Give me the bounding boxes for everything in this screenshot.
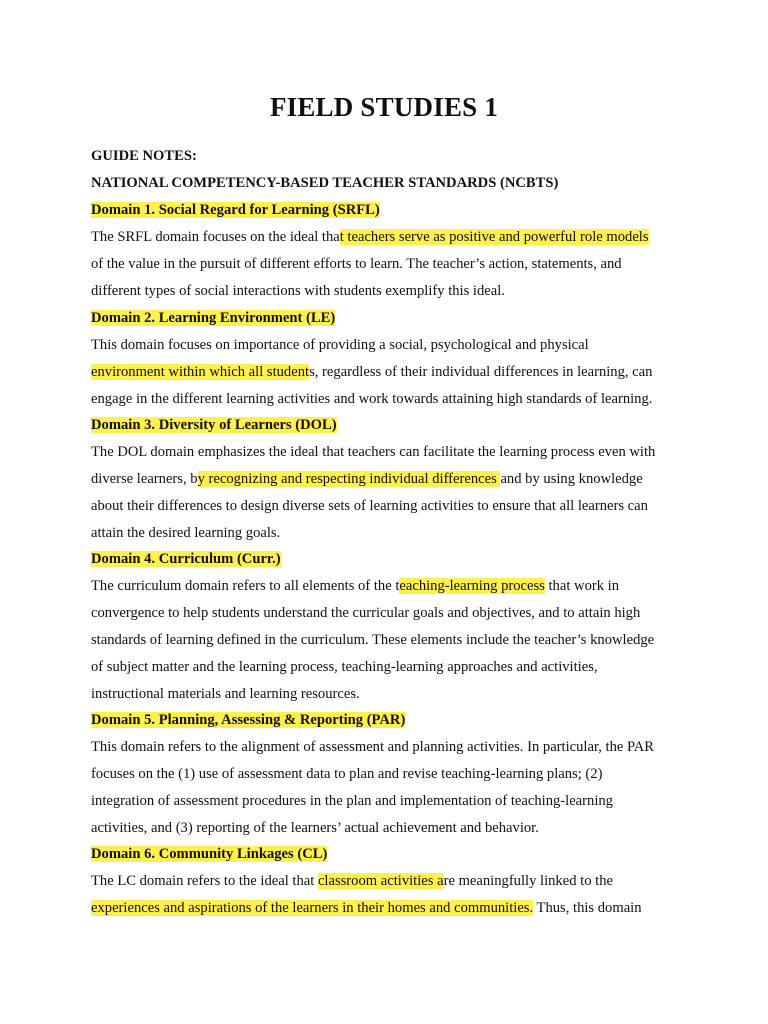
paragraph-line <box>91 335 589 355</box>
highlighted-text: t teachers serve as positive and powerful role models <box>339 229 649 245</box>
text-segment: re meaningfully linked to the <box>443 873 613 889</box>
standards-subtitle: NATIONAL COMPETENCY-BASED TEACHER STANDARDS (NCBTS) <box>91 175 559 191</box>
domain-6-heading: Domain 6. Community Linkages (CL) <box>91 846 328 862</box>
text-segment: This domain focuses on importance of providing a social, psychological and physical <box>91 337 589 353</box>
paragraph-line <box>91 281 505 301</box>
paragraph-line <box>91 254 622 274</box>
paragraph-line <box>91 603 640 623</box>
text-segment: focuses on the (1) use of assessment data to plan and revise teaching-learning plans; (2) <box>91 766 603 782</box>
text-segment: s, regardless of their individual differences in learning, can <box>309 364 653 380</box>
text-segment: of the value in the pursuit of different efforts to learn. The teacher’s action, statements, and <box>91 256 622 272</box>
paragraph-line <box>91 523 280 543</box>
text-segment: instructional materials and learning resources. <box>91 686 360 702</box>
paragraph-line <box>91 737 654 757</box>
paragraph-line <box>91 576 619 596</box>
text-segment: and by using knowledge <box>500 471 643 487</box>
text-segment: convergence to help students understand the curricular goals and objectives, and to attain high <box>91 605 641 621</box>
paragraph-line <box>91 684 360 704</box>
highlighted-text: experiences and aspirations of the learners in their homes and communities. <box>91 900 534 916</box>
paragraph-line <box>91 469 643 489</box>
highlighted-text: environment within which all student <box>91 364 310 380</box>
paragraph-line <box>91 496 648 516</box>
paragraph-line <box>91 818 539 838</box>
paragraph-line <box>91 764 602 784</box>
text-segment: integration of assessment procedures in the plan and implementation of teaching-learning <box>91 793 613 809</box>
domain-4-heading: Domain 4. Curriculum (Curr.) <box>91 551 281 567</box>
domain-heading <box>91 415 337 435</box>
highlighted-text: eaching-learning process <box>399 578 545 594</box>
domain-heading <box>91 200 380 220</box>
text-segment: diverse learners, b <box>91 471 198 487</box>
domain-5-heading: Domain 5. Planning, Assessing & Reporting (PAR) <box>91 712 406 728</box>
text-segment: about their differences to design diverse sets of learning activities to ensure that all learners can <box>91 498 648 514</box>
text-segment: The SRFL domain focuses on the ideal tha <box>91 229 340 245</box>
paragraph-line <box>91 657 598 677</box>
domain-2-heading: Domain 2. Learning Environment (LE) <box>91 310 336 326</box>
paragraph-line <box>91 898 642 918</box>
text-segment: attain the desired learning goals. <box>91 525 281 541</box>
domain-heading <box>91 844 327 864</box>
domain-3-heading: Domain 3. Diversity of Learners (DOL) <box>91 417 337 433</box>
text-segment: activities, and (3) reporting of the learners’ actual achievement and behavior. <box>91 820 539 836</box>
paragraph-line <box>91 227 649 247</box>
domain-heading <box>91 549 281 569</box>
paragraph-line <box>91 362 652 382</box>
text-segment: Thus, this domain <box>533 900 642 916</box>
text-segment: engage in the different learning activities and work towards attaining high standards of learning. <box>91 391 653 407</box>
domain-heading <box>91 308 335 328</box>
highlighted-text: y recognizing and respecting individual differences <box>197 471 501 487</box>
highlighted-text: classroom activities a <box>317 873 444 889</box>
text-segment: standards of learning defined in the curriculum. These elements include the teacher’s knowledge <box>91 632 655 648</box>
domain-1-heading: Domain 1. Social Regard for Learning (SRFL) <box>91 202 380 218</box>
text-segment: different types of social interactions with students exemplify this ideal. <box>91 283 505 299</box>
paragraph-line <box>91 442 655 462</box>
text-segment: The LC domain refers to the ideal that <box>91 873 318 889</box>
text-segment: The curriculum domain refers to all elements of the t <box>91 578 400 594</box>
page-title: FIELD STUDIES 1 <box>269 92 499 122</box>
text-segment: that work in <box>544 578 620 594</box>
text-segment: The DOL domain emphasizes the ideal that teachers can facilitate the learning process even with <box>91 444 656 460</box>
paragraph-line <box>91 791 613 811</box>
domain-heading <box>91 710 405 730</box>
paragraph-line <box>91 389 652 409</box>
text-segment: of subject matter and the learning process, teaching-learning approaches and activities, <box>91 659 598 675</box>
guide-notes-label: GUIDE NOTES: <box>91 148 197 164</box>
text-segment: This domain refers to the alignment of assessment and planning activities. In particular, the PAR <box>91 739 655 755</box>
paragraph-line <box>91 630 654 650</box>
paragraph-line <box>91 871 613 891</box>
